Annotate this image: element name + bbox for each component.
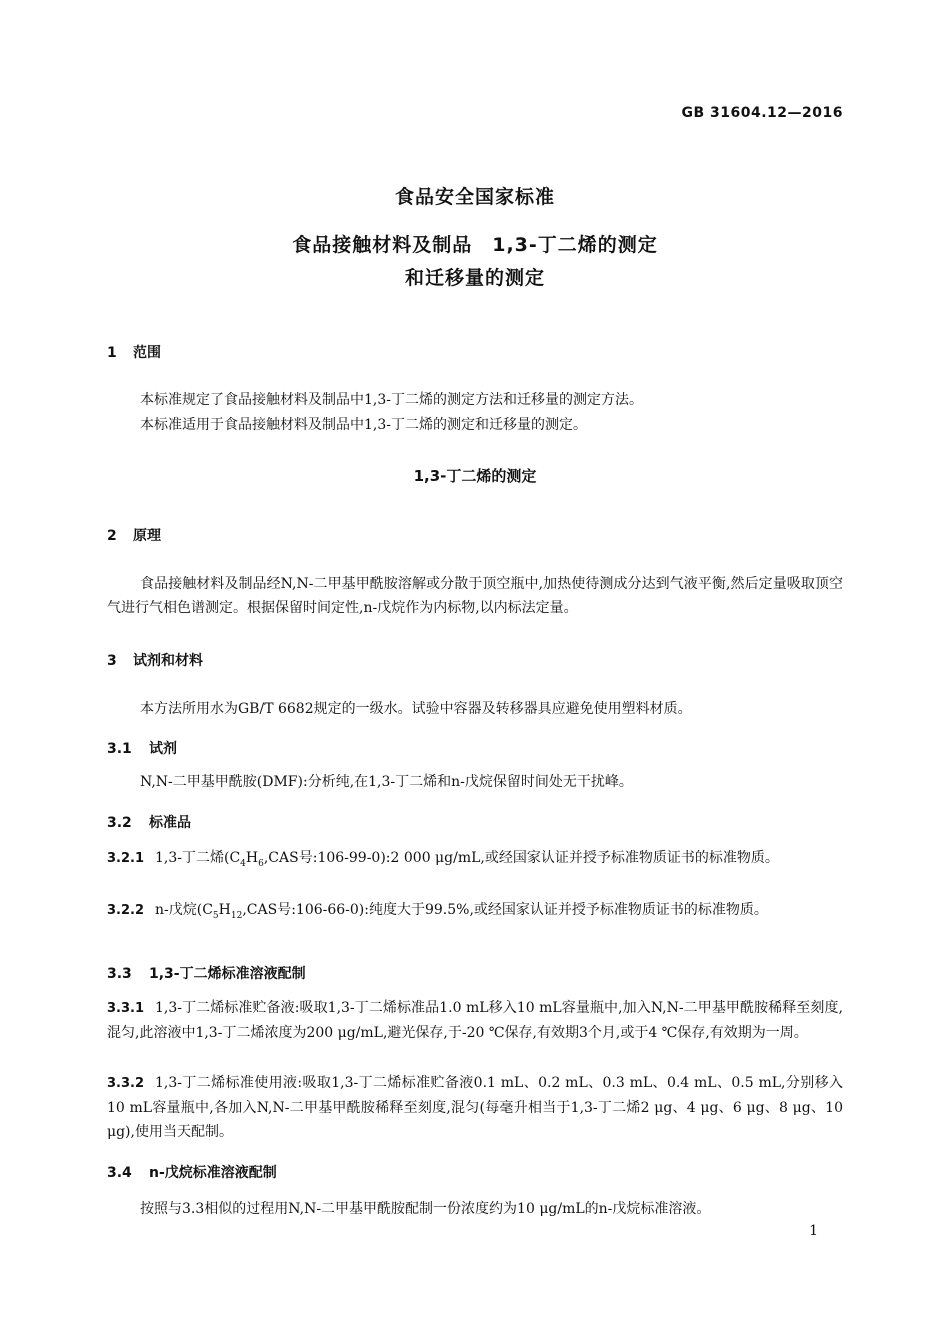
section-3-heading	[107, 650, 203, 670]
section-1-paragraph-1: 本标准规定了食品接触材料及制品中1,3-丁二烯的测定方法和迁移量的测定方法。	[140, 392, 643, 408]
page-number: 1	[809, 1223, 818, 1239]
section-3-paragraph: 本方法所用水为GB/T 6682规定的一级水。试验中容器及转移器具应避免使用塑料材质。	[140, 701, 692, 717]
item-text: ,CAS号:106-66-0):纯度大于99.5%,或经国家认证并授予标准物质证书的标准物质。	[242, 902, 768, 918]
section-title: 范围	[133, 345, 161, 361]
subscript: 4	[240, 858, 246, 869]
item-text: ,CAS号:106-99-0):2 000 μg/mL,或经国家认证并授予标准物质证书的标准物质。	[263, 850, 779, 866]
item-number: 3.2.2	[107, 903, 145, 918]
item-3-3-1	[107, 996, 843, 1045]
section-3-4-heading	[107, 1162, 277, 1182]
item-text: 1,3-丁二烯标准使用液:吸取1,3-丁二烯标准贮备液0.1 mL、0.2 mL、0.3 mL、0.4 mL、0.5 mL,分别移入10 mL容量瓶中,各加入N,N-二甲基甲酰胺稀释至刻度,混匀(每毫升相当于1,3-丁二烯2 μg、4 μg、6 μg、8 μg、10 μg),使用当天配制。	[107, 1075, 843, 1140]
subscript: 5	[212, 910, 219, 921]
section-3-3-heading	[107, 963, 306, 983]
section-title: 原理	[133, 528, 161, 544]
standard-number: GB 31604.12—2016	[681, 105, 843, 121]
section-title: n-戊烷标准溶液配制	[149, 1165, 277, 1181]
title-line-3: 和迁移量的测定	[404, 267, 545, 289]
item-text: H	[218, 902, 231, 918]
item-text: n-戊烷(C	[155, 902, 213, 918]
section-1-paragraph-2: 本标准适用于食品接触材料及制品中1,3-丁二烯的测定和迁移量的测定。	[140, 417, 587, 433]
section-title: 试剂和材料	[133, 653, 203, 669]
section-3-2-heading	[107, 812, 191, 832]
item-3-3-2	[107, 1071, 843, 1144]
title-line-1: 食品安全国家标准	[394, 186, 555, 208]
subscript: 6	[258, 858, 264, 869]
section-number: 3.1	[107, 741, 132, 757]
section-2-heading	[107, 525, 161, 545]
item-3-2-2	[107, 898, 843, 928]
section-title: 试剂	[149, 741, 177, 757]
section-number: 2	[107, 528, 117, 544]
section-title: 1,3-丁二烯标准溶液配制	[149, 966, 306, 982]
part-heading: 1,3-丁二烯的测定	[413, 467, 537, 485]
section-number: 3.2	[107, 815, 132, 831]
item-text: 1,3-丁二烯标准贮备液:吸取1,3-丁二烯标准品1.0 mL移入10 mL容量瓶中,加入N,N-二甲基甲酰胺稀释至刻度,混匀,此溶液中1,3-丁二烯浓度为200 μg/mL,避光保存,于-20 ℃保存,有效期3个月,或于4 ℃保存,有效期为一周。	[107, 1000, 843, 1041]
section-number: 3.4	[107, 1165, 132, 1181]
item-number: 3.3.1	[107, 1001, 145, 1016]
section-number: 1	[107, 345, 117, 361]
section-3-1-paragraph: N,N-二甲基甲酰胺(DMF):分析纯,在1,3-丁二烯和n-戊烷保留时间处无干扰峰。	[140, 774, 633, 790]
section-number: 3.3	[107, 966, 132, 982]
item-text: H	[245, 850, 259, 866]
item-3-2-1	[107, 846, 843, 876]
item-number: 3.2.1	[107, 851, 145, 866]
section-3-4-paragraph: 按照与3.3相似的过程用N,N-二甲基甲酰胺配制一份浓度约为10 μg/mL的n-戊烷标准溶液。	[140, 1201, 711, 1217]
section-title: 标准品	[149, 815, 191, 831]
item-number: 3.3.2	[107, 1076, 145, 1091]
item-text: 1,3-丁二烯(C	[155, 850, 241, 866]
section-1-heading	[107, 342, 161, 362]
section-3-1-heading	[107, 738, 177, 758]
section-2-paragraph: 食品接触材料及制品经N,N-二甲基甲酰胺溶解或分散于顶空瓶中,加热使待测成分达到气液平衡,然后定量吸取顶空气进行气相色谱测定。根据保留时间定性,n-戊烷作为内标物,以内标法定量。	[107, 576, 843, 616]
subscript: 12	[230, 910, 243, 921]
section-number: 3	[107, 653, 117, 669]
title-line-2: 食品接触材料及制品 1,3-丁二烯的测定	[292, 234, 658, 256]
